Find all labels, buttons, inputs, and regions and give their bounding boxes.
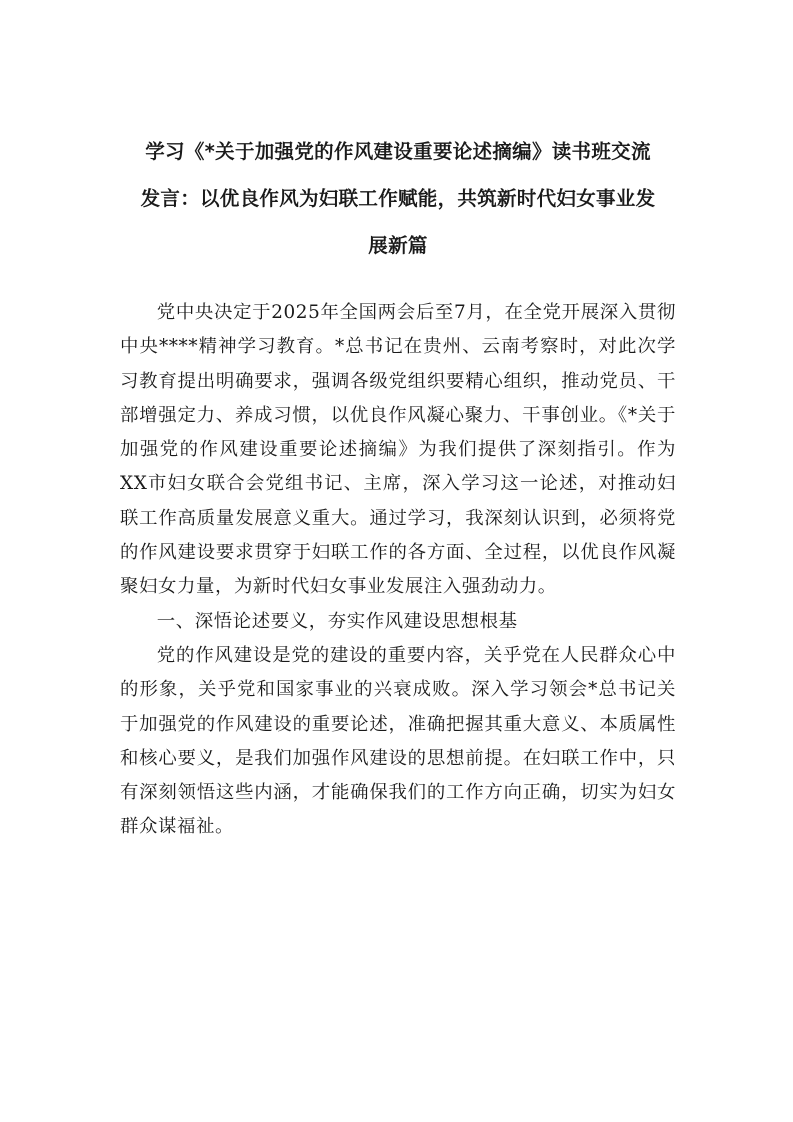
title-line-1: 学习《*关于加强党的作风建设重要论述摘编》读书班交流 [145,140,651,163]
title-line-3: 展新篇 [368,234,428,257]
intro-paragraph: 党中央决定于2025年全国两会后至7月，在全党开展深入贯彻中央****精神学习教育。*总书记在贵州、云南考察时，对此次学习教育提出明确要求，强调各级党组织要精心组织，推动党员、干部增强定力、养成习惯，以优良作风凝心聚力、干事创业。《*关于加强党的作风建设重要论述摘编》为我们提供了深刻指引。作为XX市妇女联合会党组书记、主席，深入学习这一论述，对推动妇联工作高质量发展意义重大。通过学习，我深刻认识到，必须将党的作风建设要求贯穿于妇联工作的各方面、全过程，以优良作风凝聚妇女力量，为新时代妇女事业发展注入强劲动力。 [120,302,676,598]
section-heading-1: 一、深悟论述要义，夯实作风建设思想根基 [156,610,518,632]
section-1-paragraph: 党的作风建设是党的建设的重要内容，关乎党在人民群众心中的形象，关乎党和国家事业的兴衰成败。深入学习领会*总书记关于加强党的作风建设的重要论述，准确把握其重大意义、本质属性和核心要义，是我们加强作风建设的思想前提。在妇联工作中，只有深刻领悟这些内涵，才能确保我们的工作方向正确，切实为妇女群众谋福祉。 [120,644,676,838]
document-title [118,128,678,269]
document-body [120,296,676,845]
title-line-2: 发言：以优良作风为妇联工作赋能，共筑新时代妇女事业发 [140,187,656,210]
